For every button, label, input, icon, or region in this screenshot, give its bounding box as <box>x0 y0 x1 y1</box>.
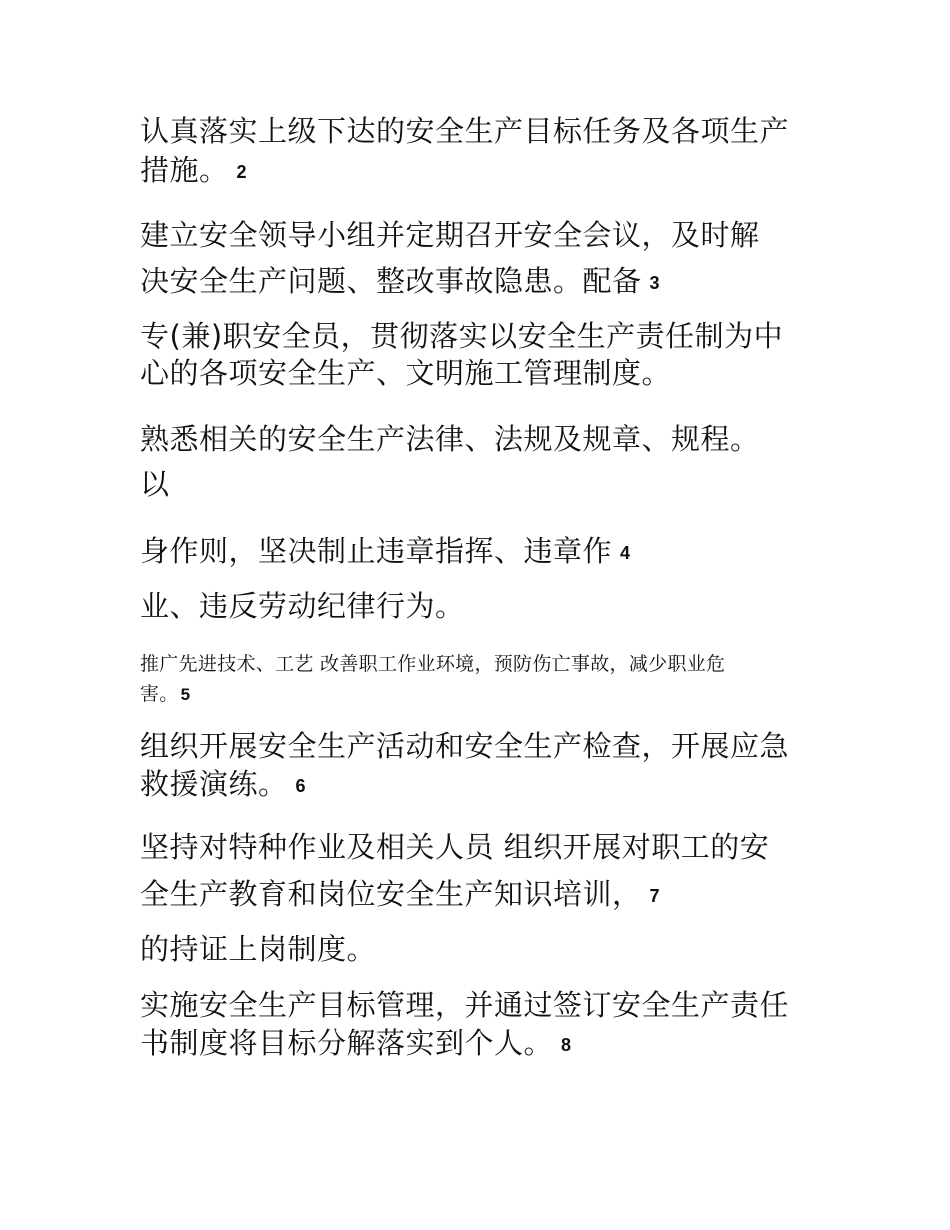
paragraph-line: 专(兼)职安全员，贯彻落实以安全生产责任制为中 <box>140 319 784 353</box>
paragraph-line: 心的各项安全生产、文明施工管理制度。 <box>140 356 672 390</box>
paragraph-line: 坚持对特种作业及相关人员 组织开展对职工的安 <box>140 830 770 864</box>
paragraph-text: 书制度将目标分解落实到个人。 <box>140 1026 554 1060</box>
paragraph-line: 业、违反劳动纪律行为。 <box>140 589 465 623</box>
paragraph-line <box>140 766 306 804</box>
paragraph-text: 决安全生产问题、整改事故隐患。配备 <box>140 264 642 298</box>
item-number: 2 <box>236 162 248 182</box>
item-number: 3 <box>649 273 661 293</box>
paragraph-line <box>140 533 631 571</box>
paragraph-line: 建立安全领导小组并定期召开安全会议，及时解 <box>140 218 760 252</box>
paragraph-text: 措施。 <box>140 153 229 187</box>
item-number: 5 <box>180 684 191 704</box>
paragraph-text: 身作则，坚决制止违章指挥、违章作 <box>140 534 613 568</box>
item-number: 6 <box>295 776 307 796</box>
paragraph-line: 认真落实上级下达的安全生产目标任务及各项生产 <box>140 114 790 148</box>
paragraph-line <box>140 263 660 301</box>
paragraph-line: 组织开展安全生产活动和安全生产检查，开展应急 <box>140 729 790 763</box>
paragraph-text: 害。 <box>140 683 179 705</box>
paragraph-line: 的持证上岗制度。 <box>140 932 377 966</box>
item-number: 8 <box>561 1035 572 1055</box>
paragraph-line <box>140 876 660 914</box>
item-number: 4 <box>620 543 631 563</box>
paragraph-line <box>140 681 190 708</box>
paragraph-line <box>140 1025 572 1063</box>
paragraph-line: 推广先进技术、工艺 改善职工作业环境，预防伤亡事故，减少职业危 <box>140 653 726 675</box>
paragraph-line: 以 <box>140 467 170 501</box>
paragraph-text: 救援演练。 <box>140 767 288 801</box>
item-number: 7 <box>649 886 661 906</box>
paragraph-line <box>140 152 247 190</box>
paragraph-text: 全生产教育和岗位安全生产知识培训， <box>140 877 642 911</box>
paragraph-line: 熟悉相关的安全生产法律、法规及规章、规程。 <box>140 422 760 456</box>
paragraph-line: 实施安全生产目标管理，并通过签订安全生产责任 <box>140 988 790 1022</box>
